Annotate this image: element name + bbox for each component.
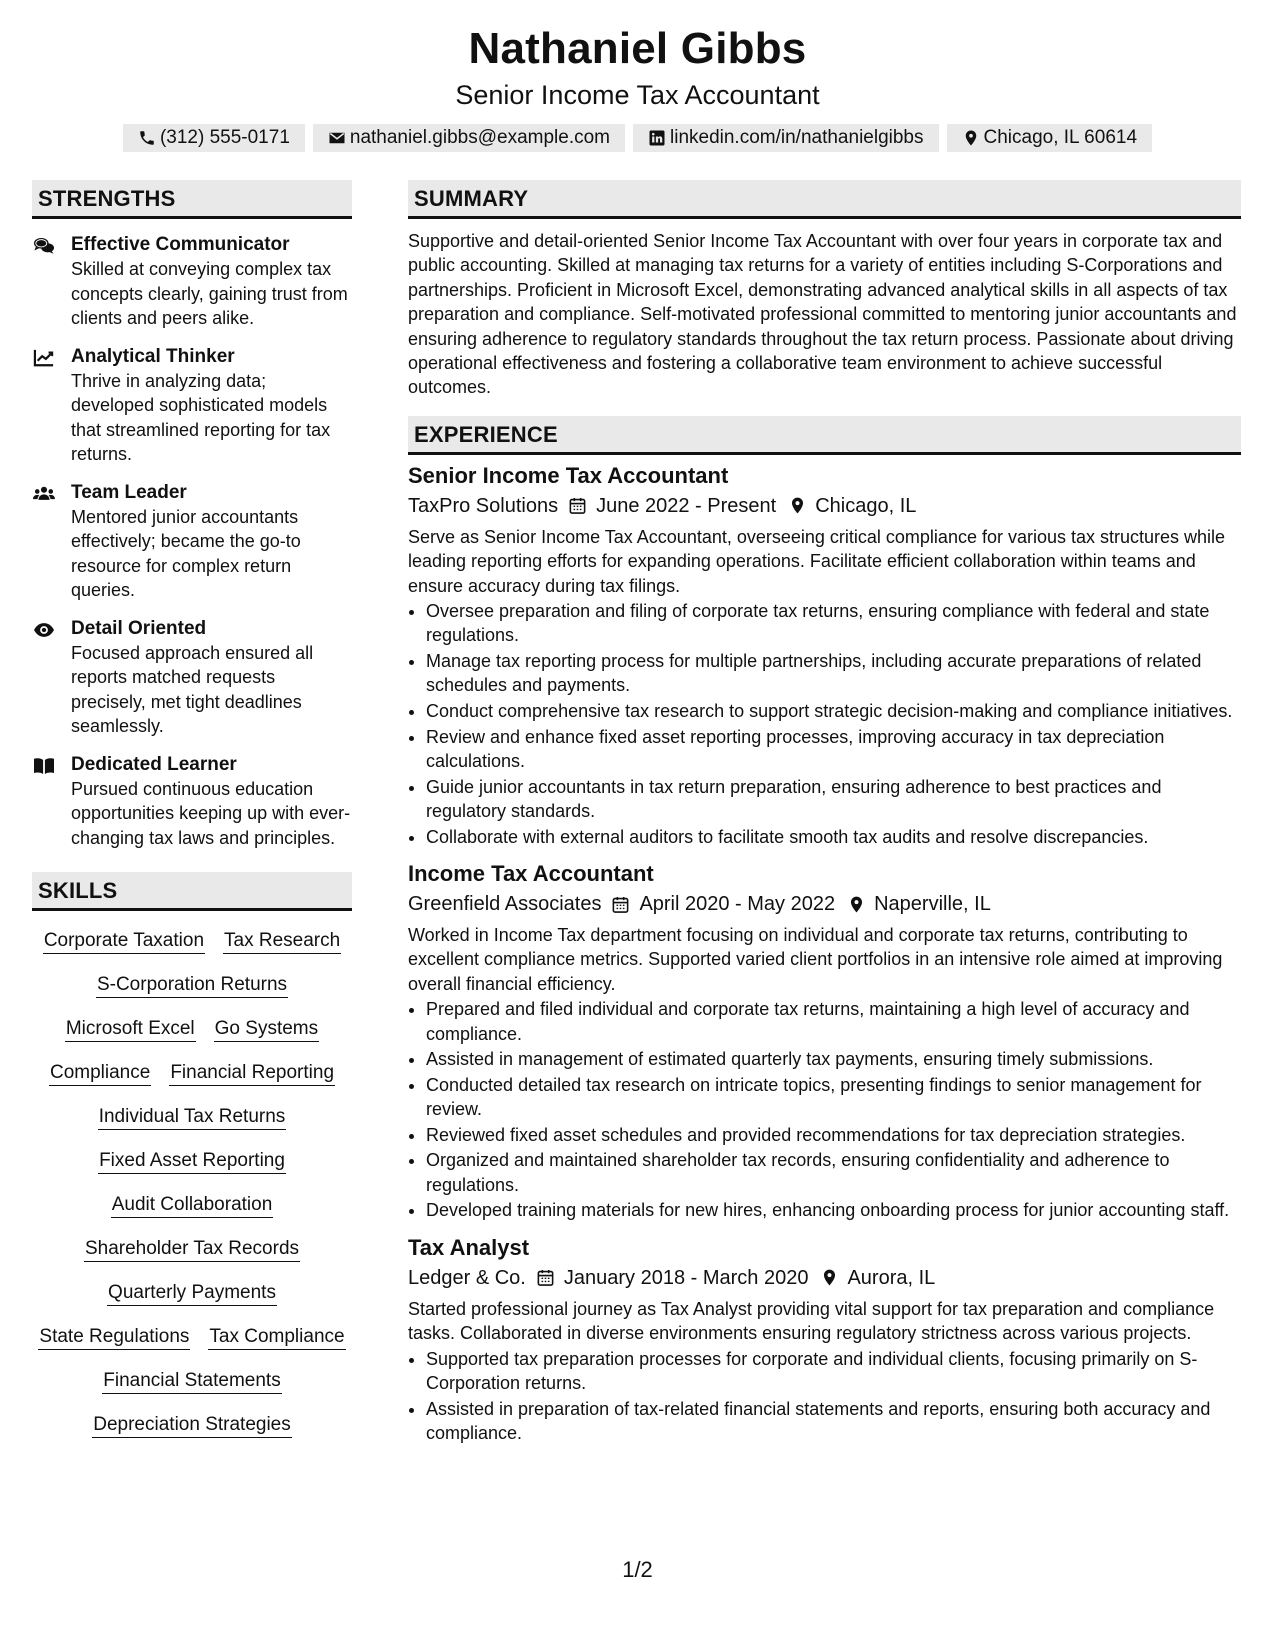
- job-bullet: • Reviewed fixed asset schedules and provided recommendations for tax depreciation strategies.: [426, 1123, 1241, 1147]
- job-entry: [408, 859, 1241, 1223]
- skill-tag: S-Corporation Returns: [96, 972, 288, 998]
- strength-desc: Thrive in analyzing data; developed sophisticated models that streamlined reporting for tax returns.: [71, 370, 331, 464]
- summary-text: Supportive and detail-oriented Senior Income Tax Accountant with over four years in corporate tax and public accounting. Skilled at managing tax returns for a variety of entities including S-Corporations and partnerships. Proficient in Microsoft Excel, demonstrating advanced analytical skills in all aspects of tax preparation and compliance. Self-motivated professional committed to mentoring junior accountants and ensuring adherence to regulatory standards throughout the tax return process. Passionate about driving operational effectiveness and fostering a collaborative team environment to achieve successful outcomes.: [408, 231, 1237, 398]
- contact-linkedin[interactable]: [633, 124, 939, 152]
- calendar-icon: [536, 1268, 555, 1287]
- job-location: Aurora, IL: [847, 1266, 936, 1289]
- map-pin-icon: [788, 496, 807, 515]
- job-entry: [408, 1233, 1241, 1446]
- skill-tag: Go Systems: [214, 1016, 319, 1042]
- job-description: Worked in Income Tax department focusing on individual and corporate tax returns, contributing to excellent compliance metrics. Supported varied client portfolios in an intensive role aimed at improving overall financial efficiency.: [408, 925, 1223, 994]
- job-bullet: • Manage tax reporting process for multiple partnerships, including accurate preparations of related schedules and payments.: [426, 649, 1241, 698]
- strength-desc: Pursued continuous education opportunities keeping up with ever-changing tax laws and principles.: [71, 778, 351, 848]
- job-bullets: [408, 997, 1241, 1223]
- job-bullet: • Developed training materials for new hires, enhancing onboarding process for junior accounting staff.: [426, 1198, 1241, 1222]
- job-bullet: • Assisted in management of estimated quarterly tax payments, ensuring timely submissions.: [426, 1047, 1241, 1071]
- skill-tag: Tax Compliance: [208, 1324, 345, 1350]
- contact-phone: [123, 124, 305, 152]
- skill-tag: Quarterly Payments: [107, 1280, 277, 1306]
- job-bullet: • Oversee preparation and filing of corporate tax returns, ensuring compliance with federal and state regulations.: [426, 599, 1241, 648]
- skill-tag: Corporate Taxation: [43, 928, 205, 954]
- skill-tag: State Regulations: [38, 1324, 190, 1350]
- job-description: Started professional journey as Tax Analyst providing vital support for tax preparation and compliance tasks. Collaborated in diverse environments ensuring regulatory strictness across various projects.: [408, 1298, 1215, 1344]
- map-pin-icon: [820, 1268, 839, 1287]
- strength-item: [32, 617, 352, 739]
- job-bullet: • Guide junior accountants in tax return preparation, ensuring adherence to best practices and regulatory standards.: [426, 775, 1241, 824]
- job-bullet: • Assisted in preparation of tax-related financial statements and reports, ensuring both accuracy and compliance.: [426, 1397, 1241, 1446]
- skill-tag: Tax Research: [223, 928, 341, 954]
- book-open-icon: [33, 756, 55, 776]
- strength-desc: Skilled at conveying complex tax concepts clearly, gaining trust from clients and peers alike.: [71, 259, 348, 328]
- map-pin-icon: [847, 895, 866, 914]
- location-text: Chicago, IL 60614: [983, 127, 1138, 148]
- skill-tag: Individual Tax Returns: [98, 1104, 287, 1130]
- strength-desc: Mentored junior accountants effectively; became the go-to resource for complex return queries.: [71, 506, 301, 600]
- linkedin-link[interactable]: linkedin.com/in/nathanielgibbs: [670, 127, 924, 148]
- job-bullets: [408, 1347, 1241, 1446]
- strength-item: [32, 345, 352, 467]
- job-dates: April 2020 - May 2022: [639, 893, 836, 916]
- phone-icon: [138, 129, 156, 147]
- job-title: Senior Income Tax Accountant: [408, 462, 729, 488]
- strength-item: [32, 753, 352, 851]
- job-title: Income Tax Accountant: [408, 861, 654, 887]
- comments-icon: [33, 236, 55, 256]
- job-bullet: • Collaborate with external auditors to facilitate smooth tax audits and resolve discrepancies.: [426, 825, 1241, 849]
- job-bullet: • Supported tax preparation processes for corporate and individual clients, focusing primarily on S-Corporation returns.: [426, 1347, 1241, 1396]
- candidate-title: Senior Income Tax Accountant: [455, 80, 820, 110]
- phone-text: (312) 555-0171: [159, 127, 290, 148]
- strengths-heading: STRENGTHS: [32, 180, 352, 219]
- summary-heading: SUMMARY: [408, 180, 1241, 219]
- contact-bar: [0, 124, 1275, 152]
- strength-title: Analytical Thinker: [71, 345, 235, 367]
- job-title: Tax Analyst: [408, 1234, 530, 1260]
- skill-tag: Audit Collaboration: [111, 1192, 274, 1218]
- job-bullet: • Organized and maintained shareholder tax records, ensuring confidentiality and adherence to regulations.: [426, 1148, 1241, 1197]
- strength-title: Dedicated Learner: [71, 753, 237, 775]
- job-bullet: • Conducted detailed tax research on intricate topics, presenting findings to senior management for review.: [426, 1073, 1241, 1122]
- skill-tag: Shareholder Tax Records: [84, 1236, 300, 1262]
- email-link[interactable]: nathaniel.gibbs@example.com: [349, 127, 610, 148]
- job-entry: [408, 461, 1241, 849]
- job-location: Naperville, IL: [874, 893, 991, 916]
- skill-tag: Financial Reporting: [169, 1060, 335, 1086]
- candidate-name: Nathaniel Gibbs: [468, 24, 807, 73]
- job-company: Greenfield Associates: [408, 893, 602, 916]
- strength-title: Effective Communicator: [71, 234, 290, 255]
- job-company: Ledger & Co.: [408, 1266, 526, 1289]
- job-location: Chicago, IL: [815, 494, 917, 517]
- right-column: [408, 180, 1241, 1456]
- skills-list: [32, 911, 352, 1438]
- envelope-icon: [328, 129, 346, 147]
- job-bullets: [408, 599, 1241, 849]
- strength-item: [32, 233, 352, 331]
- job-bullet: • Review and enhance fixed asset reporting processes, improving accuracy in tax depreciation calculations.: [426, 725, 1241, 774]
- skill-tag: Financial Statements: [102, 1368, 281, 1394]
- job-company: TaxPro Solutions: [408, 494, 559, 517]
- resume-header: [0, 22, 1275, 152]
- contact-email[interactable]: [313, 124, 625, 152]
- calendar-icon: [568, 496, 587, 515]
- skill-tag: Microsoft Excel: [65, 1016, 196, 1042]
- job-meta: [408, 889, 1241, 919]
- skill-tag: Depreciation Strategies: [92, 1412, 292, 1438]
- skills-heading: SKILLS: [32, 872, 352, 911]
- map-pin-icon: [962, 129, 980, 147]
- job-dates: January 2018 - March 2020: [563, 1266, 809, 1289]
- job-meta: [408, 491, 1241, 521]
- strength-desc: Focused approach ensured all reports matched requests precisely, met tight deadlines seamlessly.: [71, 642, 314, 736]
- experience-heading: EXPERIENCE: [408, 416, 1241, 455]
- page-number: 1/2: [622, 1557, 653, 1582]
- strength-title: Detail Oriented: [71, 617, 207, 639]
- chart-line-icon: [33, 348, 55, 368]
- users-icon: [33, 484, 55, 504]
- job-meta: [408, 1263, 1241, 1293]
- skill-tag: Compliance: [49, 1060, 151, 1086]
- job-dates: June 2022 - Present: [596, 494, 777, 517]
- calendar-icon: [611, 895, 630, 914]
- strength-title: Team Leader: [71, 481, 187, 503]
- linkedin-icon: [648, 129, 666, 147]
- job-bullet: • Prepared and filed individual and corporate tax returns, maintaining a high level of accuracy and compliance.: [426, 997, 1241, 1046]
- contact-location: [947, 124, 1153, 152]
- left-column: [32, 180, 352, 1438]
- strength-item: [32, 481, 352, 603]
- skill-tag: Fixed Asset Reporting: [98, 1148, 286, 1174]
- eye-icon: [33, 620, 55, 640]
- job-bullet: • Conduct comprehensive tax research to support strategic decision-making and compliance initiatives.: [426, 699, 1241, 723]
- job-description: Serve as Senior Income Tax Accountant, overseeing critical compliance for various tax structures while leading reporting efforts for expanding operations. Facilitate efficient collaboration within teams and ensure accuracy during tax filings.: [408, 526, 1226, 596]
